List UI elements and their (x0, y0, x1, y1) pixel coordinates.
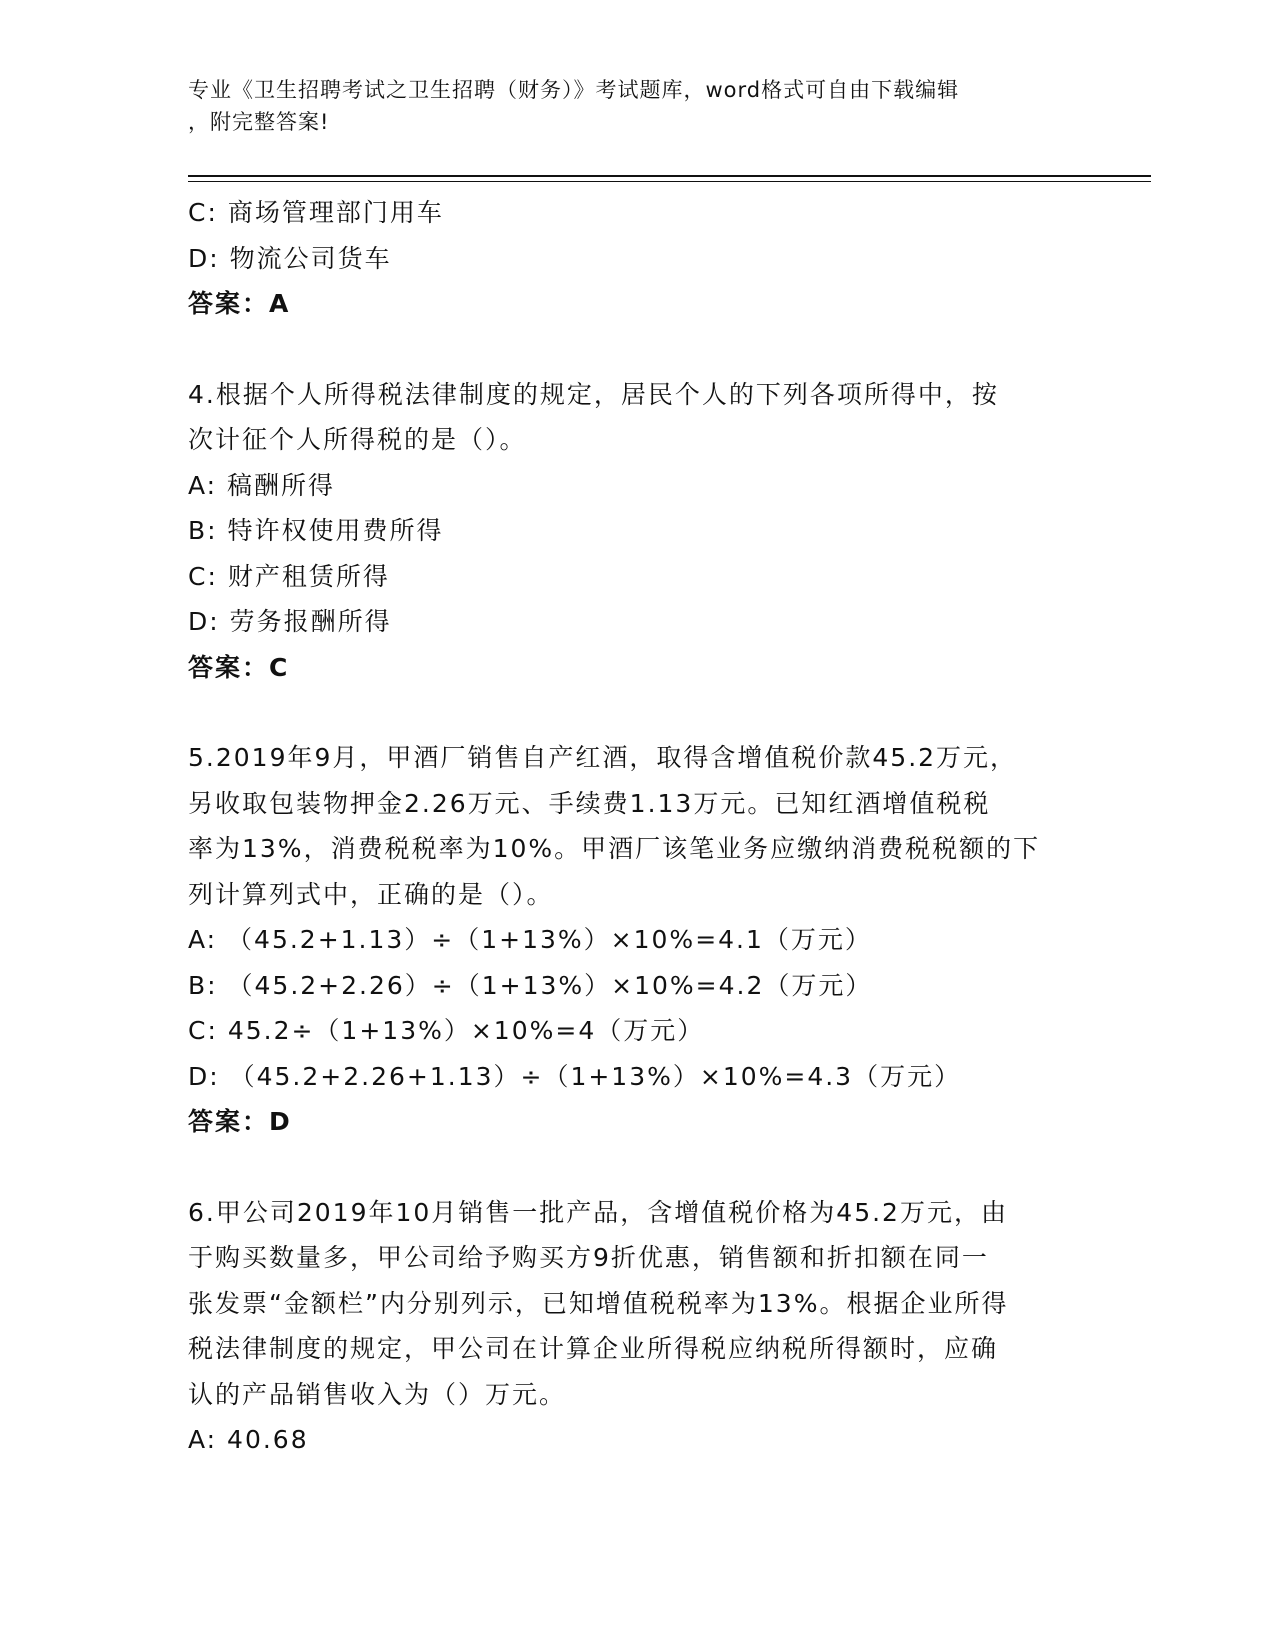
question-stem-line: 列计算列式中，正确的是（）。 (188, 879, 554, 909)
option-d: D: 物流公司货车 (188, 243, 392, 273)
option-b: B: 特许权使用费所得 (188, 516, 444, 545)
question-6 (188, 1190, 1088, 1463)
question-4 (188, 372, 1088, 691)
option-a: A: 稿酬所得 (188, 470, 336, 500)
option-a: A: （45.2+1.13）÷（1+13%）×10%=4.1（万元） (188, 925, 872, 954)
question-stem-line: 次计征个人所得税的是（）。 (188, 425, 527, 454)
option-d: D: 劳务报酬所得 (188, 607, 392, 636)
question-stem-line: 张发票“金额栏”内分别列示，已知增值税税率为13%。根据企业所得 (188, 1288, 1009, 1318)
question-5 (188, 735, 1088, 1145)
question-stem-line: 于购买数量多，甲公司给予购买方9折优惠，销售额和折扣额在同一 (188, 1243, 989, 1272)
answer-line: 答案：D (188, 1107, 292, 1136)
document-body (188, 190, 1088, 1463)
question-stem-line: 认的产品销售收入为（）万元。 (188, 1379, 567, 1409)
answer-line: 答案：C (188, 652, 290, 682)
question-3-continued (188, 190, 1088, 327)
question-stem-line: 税法律制度的规定，甲公司在计算企业所得税应纳税所得额时，应确 (188, 1334, 999, 1363)
question-stem-line: 5.2019年9月，甲酒厂销售自产红酒，取得含增值税价款45.2万元， (188, 743, 1018, 772)
option-c: C: 商场管理部门用车 (188, 198, 444, 227)
option-c: C: 财产租赁所得 (188, 561, 390, 591)
option-c: C: 45.2÷（1+13%）×10%=4（万元） (188, 1016, 705, 1045)
question-stem-line: 另收取包装物押金2.26万元、手续费1.13万元。已知红酒增值税税 (188, 788, 991, 818)
question-stem-line: 6.甲公司2019年10月销售一批产品，含增值税价格为45.2万元，由 (188, 1197, 1008, 1227)
header-divider-thick (188, 175, 1151, 177)
option-b: B: （45.2+2.26）÷（1+13%）×10%=4.2（万元） (188, 970, 873, 1000)
answer-line: 答案：A (188, 289, 291, 318)
option-d: D: （45.2+2.26+1.13）÷（1+13%）×10%=4.3（万元） (188, 1061, 962, 1091)
option-a: A: 40.68 (188, 1425, 309, 1454)
header-line-1: 专业《卫生招聘考试之卫生招聘（财务）》考试题库，word格式可自由下载编辑 (188, 78, 960, 102)
document-header (188, 74, 1088, 138)
question-stem-line: 4.根据个人所得税法律制度的规定，居民个人的下列各项所得中，按 (188, 379, 999, 409)
header-divider-thin (188, 181, 1151, 182)
question-stem-line: 率为13%，消费税税率为10%。甲酒厂该笔业务应缴纳消费税税额的下 (188, 834, 1041, 863)
header-line-2: ，附完整答案! (188, 110, 330, 134)
